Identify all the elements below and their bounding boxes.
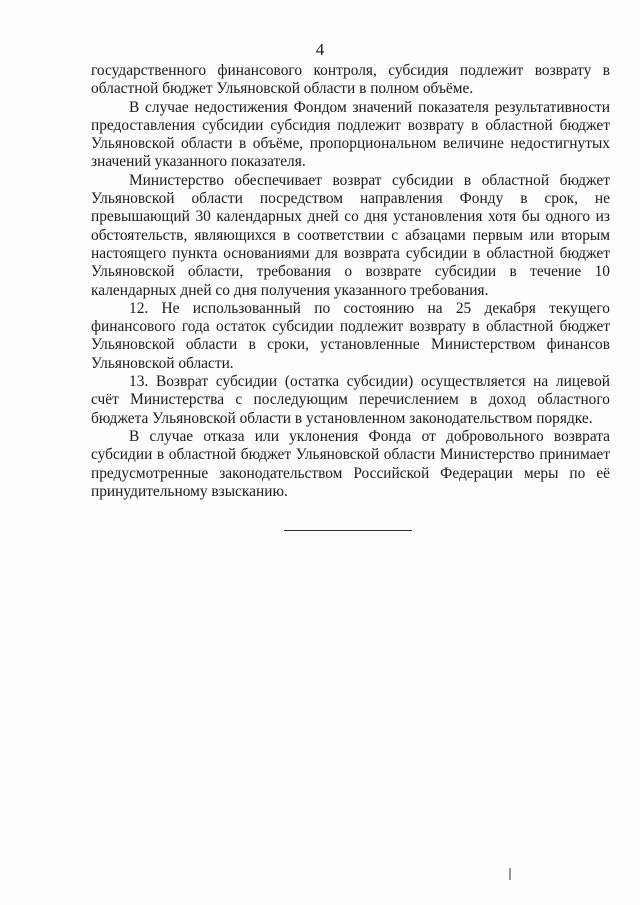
paragraph-ministry-return: Министерство обеспечивает возврат субсидии в областной бюджет Ульяновской области посредством направления Фонду в срок, не превышающий 30 календарных дней со дня установления хотя бы одного из обстоятельств, являющихся в соответствии с абзацами первым или вторым настоящего пункта основаниями для возврата субсидии в областной бюджет Ульяновской области, требования о возврате субсидии в течение 10 календарных дней со дня получения указанного требования. — [91, 171, 610, 299]
paragraph-performance-indicator: В случае недостижения Фондом значений показателя результативности предоставления субсидии субсидия подлежит возврату в областной бюджет Ульяновской области в объёме, пропорциональном величине недостигнутых значений указанного показателя. — [91, 98, 610, 171]
page-number: 4 — [315, 40, 325, 59]
end-divider-line — [284, 530, 412, 531]
paragraph-item-13: 13. Возврат субсидии (остатка субсидии) осуществляется на лицевой счёт Министерства с последующим перечислением в доход областного бюджета Ульяновской области в установленном законодательством порядке. — [91, 373, 610, 427]
paragraph-refusal: В случае отказа или уклонения Фонда от добровольного возврата субсидии в областной бюджет Ульяновской области Министерство принимает предусмотренные законодательством Российской Федерации меры по её принудительному взысканию. — [91, 427, 610, 500]
scan-artifact-mark — [509, 868, 511, 880]
paragraph-continuation: государственного финансового контроля, субсидия подлежит возврату в областной бюджет Ульяновской области в полном объёме. — [91, 62, 610, 98]
paragraph-item-12: 12. Не использованный по состоянию на 25 декабря текущего финансового года остаток субсидии подлежит возврату в областной бюджет Ульяновской области в сроки, установленные Министерством финансов Ульяновской области. — [91, 299, 610, 372]
document-body — [91, 62, 610, 501]
